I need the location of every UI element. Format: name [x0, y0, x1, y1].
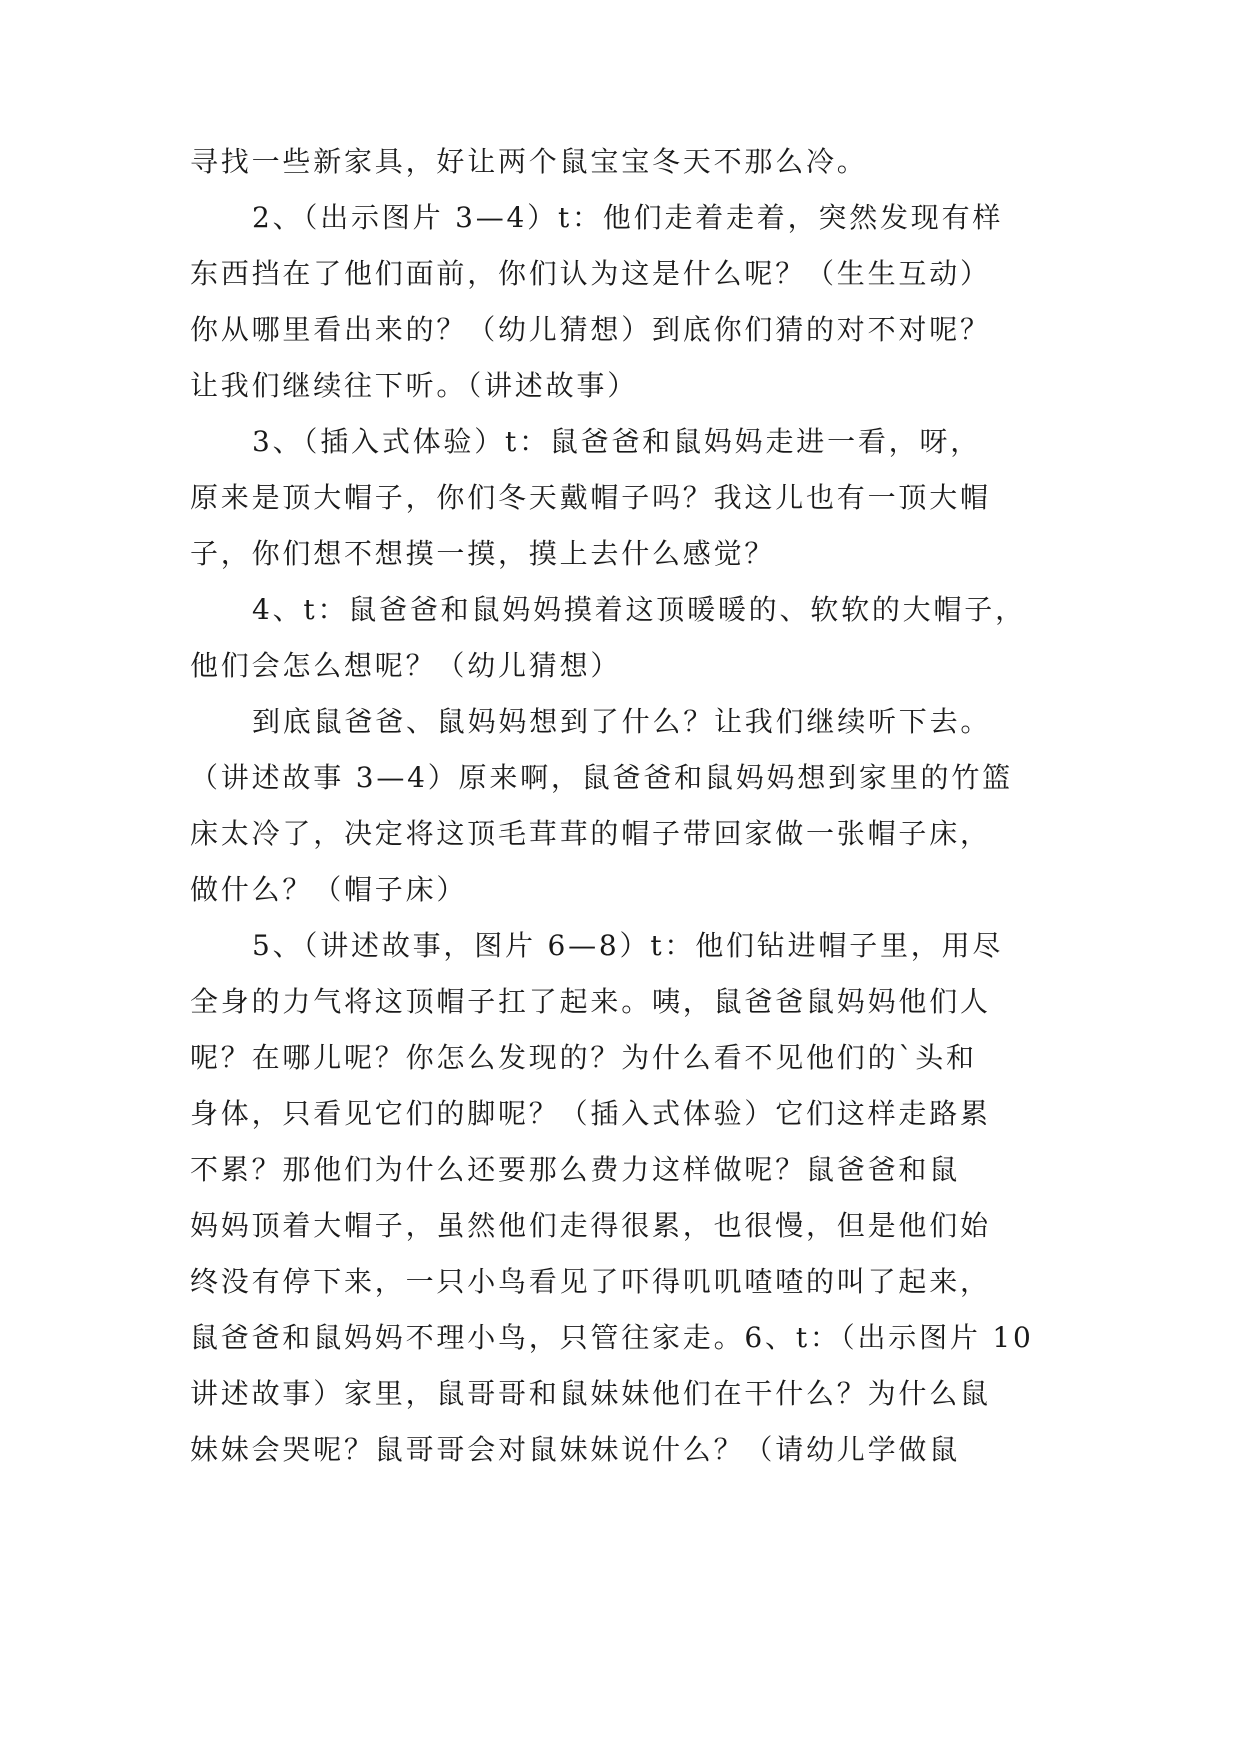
text-line-1: 寻找一些新家具，好让两个鼠宝宝冬天不那么冷。 [190, 145, 868, 178]
text-line-18: 身体，只看见它们的脚呢？（插入式体验）它们这样走路累 [190, 1097, 991, 1130]
text-line-17: 呢？在哪儿呢？你怎么发现的？为什么看不见他们的`头和 [190, 1041, 977, 1074]
text-line-2: 2、（出示图片 3—4）t：他们走着走着，突然发现有样 [252, 201, 1004, 234]
text-line-19: 不累？那他们为什么还要那么费力这样做呢？鼠爸爸和鼠 [190, 1153, 961, 1186]
text-line-9: 4、t：鼠爸爸和鼠妈妈摸着这顶暖暖的、软软的大帽子， [252, 593, 1026, 626]
text-line-4: 你从哪里看出来的？（幼儿猜想）到底你们猜的对不对呢？ [190, 313, 991, 346]
text-line-21: 终没有停下来，一只小鸟看见了吓得叽叽喳喳的叫了起来， [190, 1265, 991, 1298]
text-line-3: 东西挡在了他们面前，你们认为这是什么呢？（生生互动） [190, 257, 991, 290]
text-line-6: 3、（插入式体验）t：鼠爸爸和鼠妈妈走进一看，呀， [252, 425, 982, 458]
text-line-11: 到底鼠爸爸、鼠妈妈想到了什么？让我们继续听下去。 [252, 705, 992, 738]
text-line-20: 妈妈顶着大帽子，虽然他们走得很累，也很慢，但是他们始 [190, 1209, 991, 1242]
text-line-22: 鼠爸爸和鼠妈妈不理小鸟，只管往家走。6、t：（出示图片 10 [190, 1321, 1034, 1354]
text-line-24: 妹妹会哭呢？鼠哥哥会对鼠妹妹说什么？（请幼儿学做鼠 [190, 1433, 961, 1466]
text-line-15: 5、（讲述故事，图片 6—8）t：他们钻进帽子里，用尽 [252, 929, 1004, 962]
text-line-10: 他们会怎么想呢？（幼儿猜想） [190, 649, 622, 682]
text-line-13: 床太冷了，决定将这顶毛茸茸的帽子带回家做一张帽子床， [190, 817, 991, 850]
text-line-12: （讲述故事 3—4）原来啊，鼠爸爸和鼠妈妈想到家里的竹篮 [190, 761, 1013, 794]
text-line-8: 子，你们想不想摸一摸，摸上去什么感觉？ [190, 537, 776, 570]
text-line-7: 原来是顶大帽子，你们冬天戴帽子吗？我这儿也有一顶大帽 [190, 481, 991, 514]
text-line-16: 全身的力气将这顶帽子扛了起来。咦，鼠爸爸鼠妈妈他们人 [190, 985, 991, 1018]
text-line-23: 讲述故事）家里，鼠哥哥和鼠妹妹他们在干什么？为什么鼠 [190, 1377, 991, 1410]
text-line-14: 做什么？（帽子床） [190, 873, 468, 906]
text-line-5: 让我们继续往下听。（讲述故事） [190, 369, 639, 402]
